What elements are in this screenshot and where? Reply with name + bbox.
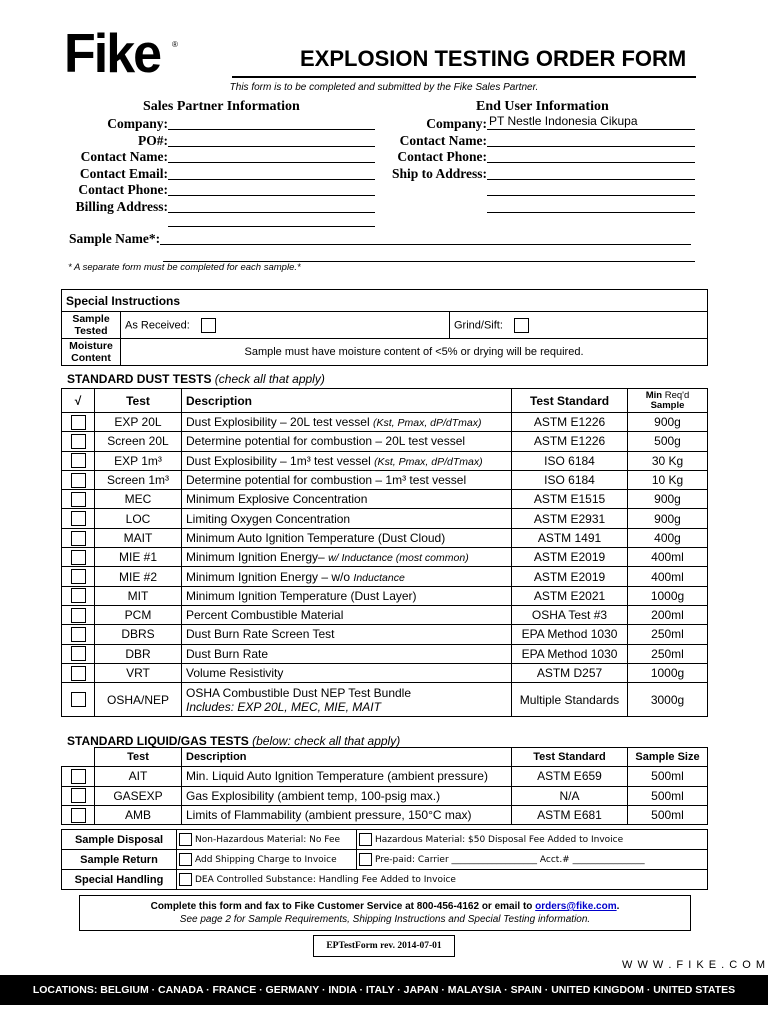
dust-test-row (62, 605, 708, 624)
dust-test-row (62, 451, 708, 470)
bundle-description (182, 683, 512, 717)
sample-name-line2[interactable] (163, 248, 695, 262)
dust-test-description (182, 432, 512, 451)
sp-po-label: PO#: (138, 132, 168, 148)
eu-contact-phone-field[interactable] (487, 149, 695, 163)
dust-desc-text: Determine potential for combustion – 20L test vessel (186, 434, 466, 449)
dust-test-row (62, 413, 708, 432)
dust-test-min-sample: 500g (628, 432, 708, 451)
dust-test-row (62, 663, 708, 682)
liquid-test-row (62, 805, 708, 824)
dust-test-checkbox[interactable] (71, 453, 86, 468)
dust-col-description: Description (182, 389, 512, 413)
dust-test-row (62, 644, 708, 663)
dust-test-code: DBR (95, 644, 182, 663)
dust-test-code: MEC (95, 490, 182, 509)
liquid-test-code: AMB (95, 805, 182, 824)
dust-test-checkbox[interactable] (71, 473, 86, 488)
dust-test-min-sample: 900g (628, 413, 708, 432)
special-handling-cell (177, 870, 708, 890)
dust-test-standard: ASTM E2931 (512, 509, 628, 528)
eu-ship-address-line2[interactable] (487, 182, 695, 196)
dust-test-checkbox[interactable] (71, 666, 86, 681)
liquid-test-size: 500ml (628, 805, 708, 824)
liquid-check-cell (62, 767, 95, 786)
sp-contact-name-field[interactable] (168, 149, 375, 163)
dust-test-standard: ASTM E1226 (512, 413, 628, 432)
special-instructions-title: Special Instructions (62, 290, 708, 312)
dust-test-min-sample: 1000g (628, 663, 708, 682)
sales-partner-fields (40, 116, 380, 227)
dust-test-code: DBRS (95, 625, 182, 644)
bundle-checkbox[interactable] (71, 692, 86, 707)
dust-check-cell (62, 625, 95, 644)
dust-test-min-sample: 250ml (628, 625, 708, 644)
contact-line2: See page 2 for Sample Requirements, Shipping Instructions and Special Testing information. (179, 914, 591, 925)
as-received-label: As Received: (125, 318, 190, 331)
special-handling-opt1-label: DEA Controlled Substance: Handling Fee Added to Invoice (195, 875, 456, 885)
sp-contact-name-label: Contact Name: (80, 149, 168, 164)
liquid-test-standard: ASTM E659 (512, 767, 628, 786)
grind-sift-checkbox[interactable] (514, 318, 529, 333)
sample-name-row (69, 231, 691, 247)
dust-test-row (62, 548, 708, 567)
dust-desc-italic: Inductance (353, 571, 405, 584)
dust-desc-text: Determine potential for combustion – 1m³ test vessel (186, 473, 467, 488)
liquid-test-checkbox[interactable] (71, 808, 86, 823)
website-url[interactable]: W W W . F I K E . C O M (622, 959, 766, 971)
dust-check-cell (62, 644, 95, 663)
dust-test-row (62, 625, 708, 644)
dust-test-min-sample: 900g (628, 490, 708, 509)
dust-col-check: √ (62, 389, 95, 413)
dust-test-standard: ASTM 1491 (512, 528, 628, 547)
dust-col-sample-label: Sample (650, 399, 685, 411)
dust-test-standard: ASTM E1226 (512, 432, 628, 451)
eu-ship-address-label: Ship to Address: (391, 165, 487, 181)
dust-test-checkbox[interactable] (71, 511, 86, 526)
dust-test-min-sample: 250ml (628, 644, 708, 663)
return-opt2-label: Pre-paid: Carrier ___________________ Acct.# ________________ (375, 855, 645, 865)
moisture-content-label: Moisture Content (62, 339, 121, 366)
dust-test-description (182, 451, 512, 470)
grind-sift-label: Grind/Sift: (454, 318, 503, 331)
dust-test-checkbox[interactable] (71, 492, 86, 507)
dust-test-code: VRT (95, 663, 182, 682)
liquid-test-description: Gas Explosibility (ambient temp, 100-psig max.) (182, 786, 512, 805)
dust-test-code: MIT (95, 586, 182, 605)
end-user-header: End User Information (476, 99, 609, 114)
liquid-col-standard: Test Standard (512, 748, 628, 767)
dust-test-checkbox[interactable] (71, 588, 86, 603)
dust-test-checkbox[interactable] (71, 627, 86, 642)
dust-tests-table (61, 388, 708, 717)
dust-test-checkbox[interactable] (71, 646, 86, 661)
dea-controlled-checkbox[interactable] (179, 873, 192, 886)
registered-mark: ® (172, 40, 178, 49)
moisture-content-text: Sample must have moisture content of <5% or drying will be required. (121, 339, 708, 366)
dust-desc-text: Dust Explosibility – 1m³ test vessel (186, 453, 375, 468)
as-received-cell (121, 312, 450, 339)
dust-test-description (182, 586, 512, 605)
return-prepaid-checkbox[interactable] (359, 853, 372, 866)
dust-test-checkbox[interactable] (71, 550, 86, 565)
dust-test-row (62, 567, 708, 586)
liquid-tests-body (62, 767, 708, 825)
eu-contact-name-label: Contact Name: (399, 132, 487, 148)
dust-test-standard: ASTM D257 (512, 663, 628, 682)
liquid-test-standard: N/A (512, 786, 628, 805)
dust-check-cell (62, 413, 95, 432)
return-opt2-cell (357, 850, 708, 870)
dust-test-description (182, 605, 512, 624)
sp-po-field[interactable] (168, 133, 375, 147)
liquid-col-test: Test (95, 748, 182, 767)
dust-check-cell (62, 586, 95, 605)
dust-desc-text: Minimum Auto Ignition Temperature (Dust Cloud) (186, 530, 446, 545)
dust-test-code: EXP 20L (95, 413, 182, 432)
bundle-desc-text: OSHA Combustible Dust NEP Test Bundle (186, 685, 411, 700)
dust-test-min-sample: 1000g (628, 586, 708, 605)
contact-period: . (616, 901, 620, 912)
bundle-test: OSHA/NEP (95, 683, 182, 717)
sample-name-field[interactable] (160, 231, 691, 245)
dust-desc-text: Minimum Ignition Energy – w/o (186, 569, 354, 584)
dust-test-row (62, 470, 708, 489)
as-received-checkbox[interactable] (201, 318, 216, 333)
liquid-test-size: 500ml (628, 786, 708, 805)
sp-billing-address-label: Billing Address: (75, 198, 168, 214)
dust-test-standard: OSHA Test #3 (512, 605, 628, 624)
dust-test-standard: ASTM E2021 (512, 586, 628, 605)
dust-test-standard: ASTM E1515 (512, 490, 628, 509)
bundle-includes-text: Includes: EXP 20L, MEC, MIE, MAIT (186, 699, 381, 714)
return-shipping-checkbox[interactable] (179, 853, 192, 866)
dust-check-cell (62, 528, 95, 547)
dust-col-reqd-label: Req'd (664, 389, 690, 401)
dust-test-row (62, 528, 708, 547)
dust-test-code: MAIT (95, 528, 182, 547)
dust-test-min-sample: 400ml (628, 548, 708, 567)
dust-test-description (182, 528, 512, 547)
dust-desc-italic: (Kst, Pmax, dP/dTmax) (374, 455, 483, 468)
sp-company-field[interactable] (168, 116, 375, 130)
dust-col-min-sample (628, 389, 708, 413)
dust-test-checkbox[interactable] (71, 569, 86, 584)
dust-test-description (182, 625, 512, 644)
dust-test-description (182, 470, 512, 489)
liquid-test-checkbox[interactable] (71, 788, 86, 803)
locations-bar: LOCATIONS: BELGIUM · CANADA · FRANCE · GERMANY · INDIA · ITALY · JAPAN · MALAYSIA · SPAIN · UNITED KINGDOM · UNITED STATES (0, 975, 768, 1005)
sp-contact-phone-label: Contact Phone: (78, 182, 168, 197)
page-title: EXPLOSION TESTING ORDER FORM (300, 46, 687, 71)
dust-col-standard: Test Standard (512, 389, 628, 413)
sp-company-label: Company: (107, 116, 168, 131)
eu-ship-address-line3[interactable] (487, 199, 695, 213)
dust-test-code: Screen 20L (95, 432, 182, 451)
dust-check-cell (62, 548, 95, 567)
dust-test-standard: EPA Method 1030 (512, 644, 628, 663)
dust-test-description (182, 567, 512, 586)
dust-test-checkbox[interactable] (71, 608, 86, 623)
dust-col-test: Test (95, 389, 182, 413)
disposal-nonhazardous-checkbox[interactable] (179, 833, 192, 846)
bundle-standard: Multiple Standards (512, 683, 628, 717)
eu-company-field[interactable]: PT Nestle Indonesia Cikupa (487, 116, 695, 130)
dust-tests-note: (check all that apply) (214, 372, 325, 386)
special-handling-label: Special Handling (62, 870, 177, 890)
dust-desc-text: Dust Explosibility – 20L test vessel (186, 415, 373, 430)
liquid-test-description: Min. Liquid Auto Ignition Temperature (ambient pressure) (182, 767, 512, 786)
liquid-test-checkbox[interactable] (71, 769, 86, 784)
dust-test-description (182, 663, 512, 682)
end-user-fields (380, 116, 700, 215)
dust-desc-italic: (Kst, Pmax, dP/dTmax) (372, 417, 482, 430)
dust-desc-text: Percent Combustible Material (186, 608, 344, 623)
liquid-test-code: GASEXP (95, 786, 182, 805)
eu-contact-name-field[interactable] (487, 133, 695, 147)
disposal-hazardous-checkbox[interactable] (359, 833, 372, 846)
disposal-opt1-cell (177, 830, 357, 850)
dust-test-code: MIE #2 (95, 567, 182, 586)
liquid-test-description: Limits of Flammability (ambient pressure, 150°C max) (182, 805, 512, 824)
dust-test-standard: ISO 6184 (512, 470, 628, 489)
sp-contact-email-label: Contact Email: (79, 165, 168, 181)
liquid-tests-note: (below: check all that apply) (252, 734, 401, 748)
handling-table (61, 829, 708, 890)
dust-test-description (182, 509, 512, 528)
return-opt1-cell (177, 850, 357, 870)
sp-contact-email-field[interactable] (168, 166, 375, 180)
dust-desc-text: Minimum Ignition Energy– (186, 550, 329, 565)
dust-desc-text: Limiting Oxygen Concentration (186, 511, 351, 526)
liquid-tests-table (61, 747, 708, 825)
title-divider (232, 76, 696, 78)
bundle-min-sample: 3000g (628, 683, 708, 717)
dust-test-row (62, 586, 708, 605)
dust-tests-body (62, 413, 708, 683)
dust-check-cell (62, 605, 95, 624)
dust-test-code: Screen 1m³ (95, 470, 182, 489)
disposal-opt1-label: Non-Hazardous Material: No Fee (195, 835, 341, 845)
sp-billing-address-line2[interactable] (168, 215, 375, 227)
disposal-opt2-label: Hazardous Material: $50 Disposal Fee Added to Invoice (375, 835, 624, 845)
dust-test-row (62, 509, 708, 528)
dust-check-cell (62, 490, 95, 509)
dust-test-standard: ASTM E2019 (512, 548, 628, 567)
liquid-test-standard: ASTM E681 (512, 805, 628, 824)
special-instructions-table (61, 289, 708, 366)
liquid-check-cell (62, 805, 95, 824)
dust-desc-text: Dust Burn Rate (186, 646, 269, 661)
eu-contact-phone-label: Contact Phone: (397, 149, 487, 164)
liquid-col-description: Description (182, 748, 512, 767)
dust-test-description (182, 413, 512, 432)
grind-sift-cell (450, 312, 708, 339)
eu-company-label: Company: (426, 116, 487, 131)
sp-billing-address-field[interactable] (168, 199, 375, 213)
dust-test-standard: ASTM E2019 (512, 567, 628, 586)
dust-test-row (62, 432, 708, 451)
liquid-test-size: 500ml (628, 767, 708, 786)
dust-test-min-sample: 400g (628, 528, 708, 547)
dust-check-cell (62, 470, 95, 489)
sample-disposal-label: Sample Disposal (62, 830, 177, 850)
dust-test-code: MIE #1 (95, 548, 182, 567)
sample-name-label: Sample Name*: (69, 231, 161, 246)
sample-return-label: Sample Return (62, 850, 177, 870)
dust-test-checkbox[interactable] (71, 415, 86, 430)
liquid-tests-heading (67, 734, 400, 748)
dust-col-min-label: Min (645, 389, 663, 401)
liquid-tests-title: STANDARD LIQUID/GAS TESTS (67, 734, 249, 748)
sample-note: * A separate form must be completed for each sample.* (68, 262, 301, 273)
orders-email-link[interactable]: orders@fike.com (535, 901, 617, 912)
dust-test-description (182, 644, 512, 663)
dust-test-min-sample: 10 Kg (628, 470, 708, 489)
fike-logo: Fike (64, 23, 161, 85)
dust-desc-italic: w/ Inductance (most common) (328, 552, 469, 565)
dust-desc-text: Minimum Explosive Concentration (186, 492, 368, 507)
dust-desc-text: Dust Burn Rate Screen Test (186, 627, 335, 642)
contact-box (79, 895, 691, 931)
liquid-col-size: Sample Size (628, 748, 708, 767)
dust-tests-title: STANDARD DUST TESTS (67, 372, 212, 386)
dust-test-description (182, 490, 512, 509)
dust-check-cell (62, 509, 95, 528)
dust-test-code: PCM (95, 605, 182, 624)
dust-test-min-sample: 400ml (628, 567, 708, 586)
dust-test-min-sample: 200ml (628, 605, 708, 624)
revision-box: EPTestForm rev. 2014-07-01 (313, 935, 455, 957)
dust-test-min-sample: 900g (628, 509, 708, 528)
disposal-opt2-cell (357, 830, 708, 850)
contact-line1 (80, 900, 690, 913)
dust-test-code: LOC (95, 509, 182, 528)
liquid-test-row (62, 786, 708, 805)
dust-check-cell (62, 451, 95, 470)
dust-test-description (182, 548, 512, 567)
sales-partner-header: Sales Partner Information (143, 99, 300, 114)
form-subtitle: This form is to be completed and submitted by the Fike Sales Partner. (229, 82, 539, 93)
sample-tested-label: Sample Tested (62, 312, 121, 339)
return-opt1-label: Add Shipping Charge to Invoice (195, 855, 337, 865)
dust-test-checkbox[interactable] (71, 434, 86, 449)
liquid-check-cell (62, 786, 95, 805)
eu-ship-address-field[interactable] (487, 166, 695, 180)
dust-test-row (62, 490, 708, 509)
liquid-col-check (62, 748, 95, 767)
dust-tests-heading (67, 372, 325, 386)
dust-check-cell (62, 567, 95, 586)
dust-desc-text: Volume Resistivity (186, 666, 284, 680)
liquid-test-row (62, 767, 708, 786)
dust-check-cell (62, 432, 95, 451)
bundle-check-cell (62, 683, 95, 717)
dust-check-cell (62, 663, 95, 682)
dust-test-standard: ISO 6184 (512, 451, 628, 470)
dust-test-standard: EPA Method 1030 (512, 625, 628, 644)
contact-instructions: Complete this form and fax to Fike Customer Service at 800-456-4162 or email to (150, 901, 536, 912)
sp-contact-phone-field[interactable] (168, 182, 375, 196)
dust-test-code: EXP 1m³ (95, 451, 182, 470)
dust-desc-text: Minimum Ignition Temperature (Dust Layer) (186, 588, 417, 603)
dust-test-min-sample: 30 Kg (628, 451, 708, 470)
liquid-test-code: AIT (95, 767, 182, 786)
dust-test-checkbox[interactable] (71, 531, 86, 546)
